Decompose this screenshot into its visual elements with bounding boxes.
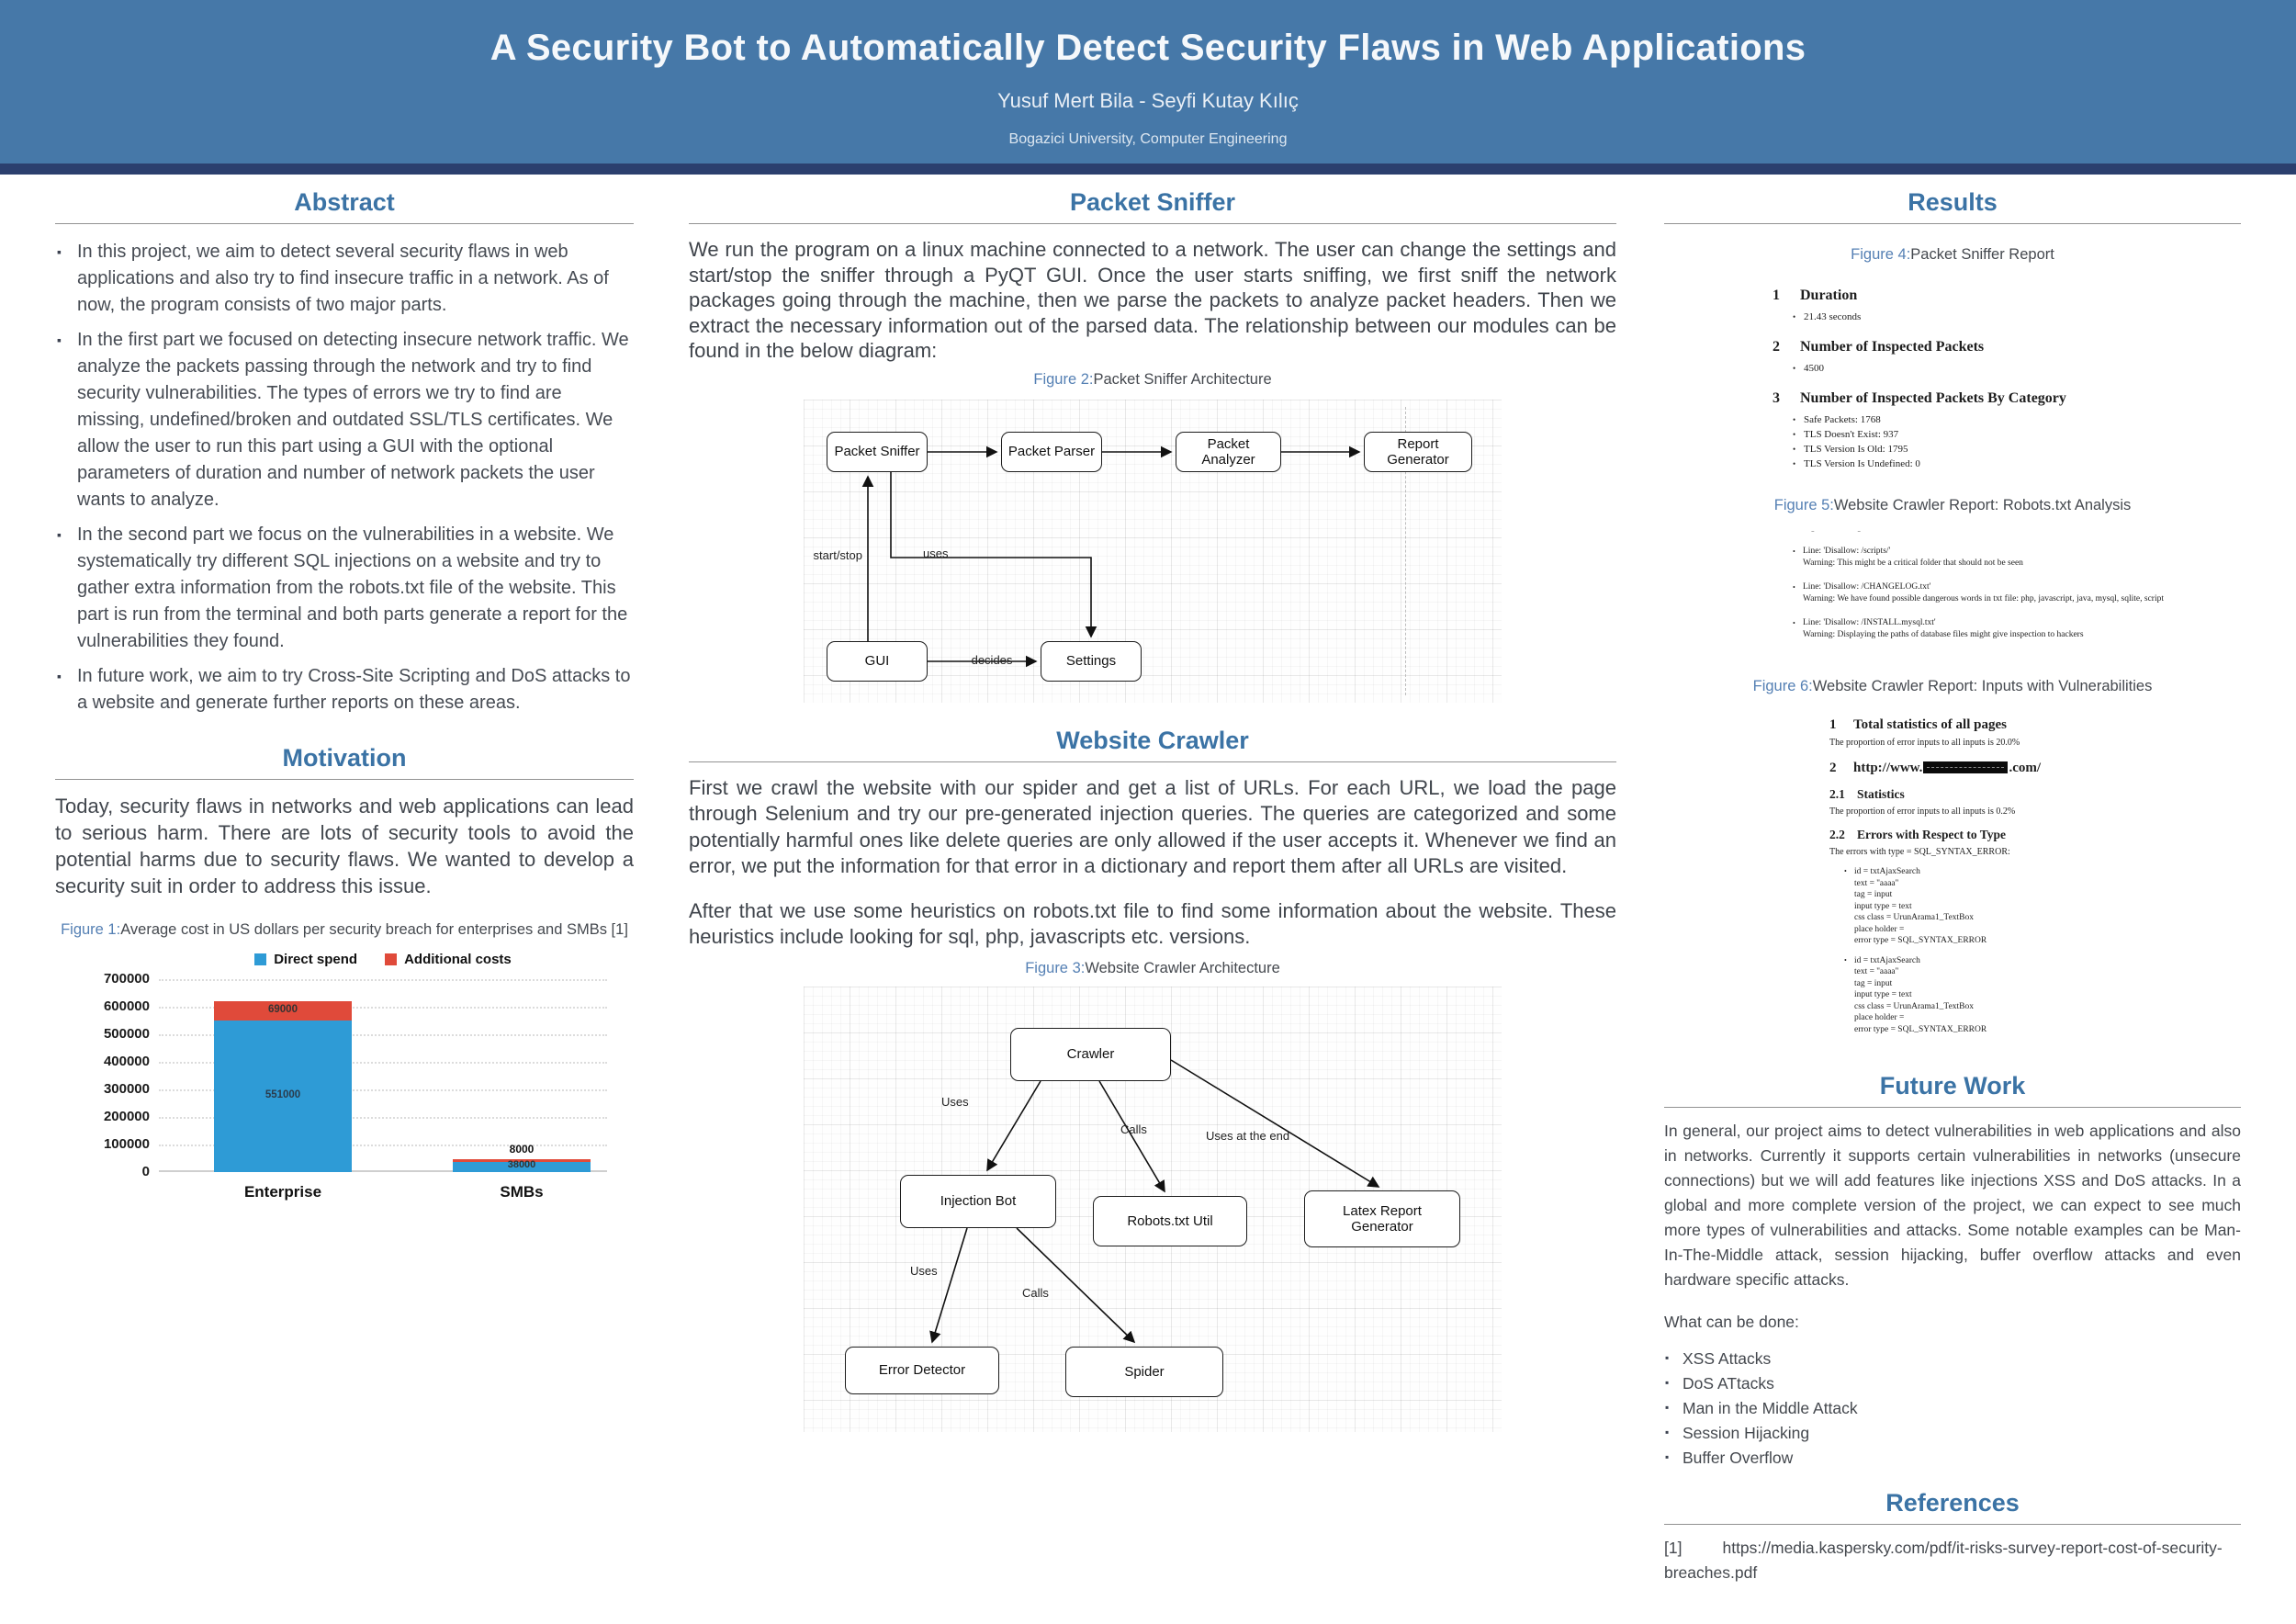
report-item: • TLS Version Is Undefined: 0: [1793, 457, 2241, 471]
error-line: text = ''aaaa'': [1854, 878, 1899, 888]
report-item: • Safe Packets: 1768: [1793, 412, 2241, 427]
report-subsection-number: 2.1: [1829, 787, 1845, 801]
redacted-url-box: [1923, 761, 2008, 773]
report-url-suffix: .com/: [2009, 761, 2042, 775]
node-gui: GUI: [827, 641, 928, 682]
report-section-title: Duration: [1800, 288, 1858, 303]
edge-label-uses-at-the-end: Uses at the end: [1206, 1128, 1290, 1143]
y-tick: 600000: [103, 998, 150, 1014]
report-url-prefix: http://www.: [1853, 761, 1923, 775]
report-item: • TLS Doesn't Exist: 937: [1793, 427, 2241, 442]
report-section-number: 1: [1829, 717, 1837, 732]
future-work-item: ▪ XSS Attacks: [1664, 1347, 2241, 1371]
figure5-caption-label: Figure 5:: [1773, 497, 1834, 513]
edge-label-decides: decides: [971, 652, 1013, 667]
figure6-caption-text: Website Crawler Report: Inputs with Vulnerabilities: [1812, 678, 2153, 694]
chart-plot-area: [159, 979, 607, 1172]
error-line: text = ''aaaa'': [1854, 967, 1899, 976]
error-line: • id = txtAjaxSearch: [1854, 867, 1920, 876]
error-line: place holder =: [1854, 924, 1905, 934]
report-item: • 21.43 seconds: [1793, 310, 2241, 324]
report-section-number: 1: [1773, 288, 1780, 303]
section-title-references: References: [1885, 1489, 2020, 1517]
section-rule: [689, 223, 1616, 224]
edge-label-calls: Calls: [1120, 1122, 1147, 1136]
figure4-caption: [1664, 246, 2241, 264]
section-title-results: Results: [1908, 188, 1998, 216]
node-injection-bot: Injection Bot: [900, 1175, 1056, 1228]
abstract-bullet: ▪ In the second part we focus on the vulnerabilities in a website. We systematically try different SQL injections on a website and try to gather extra information from the robots.txt file of the website. This part is run from the terminal and both parts generate a report for the vulnerabilities they found.: [55, 522, 634, 655]
poster-affiliation: Bogazici University, Computer Engineering: [1008, 131, 1288, 147]
node-error-detector: Error Detector: [845, 1347, 999, 1394]
node-settings: Settings: [1041, 641, 1142, 682]
report-section-title: Number of Inspected Packets By Category: [1800, 390, 2066, 406]
robots-item: [1793, 546, 2241, 570]
abstract-bullet: ▪ In this project, we aim to detect several security flaws in web applications and also try to find insecure traffic in a network. As of now, the program consists of two major parts.: [55, 239, 634, 319]
section-rule: [1664, 1107, 2241, 1108]
node-crawler: Crawler: [1010, 1028, 1171, 1081]
section-rule: [55, 223, 634, 224]
section-rule: [55, 779, 634, 780]
node-latex-report-generator: Latex Report Generator: [1304, 1190, 1460, 1247]
legend-swatch-red: [385, 953, 397, 965]
legend-item-additional-costs: [385, 952, 512, 967]
section-rule: [1664, 223, 2241, 224]
figure4-caption-text: Packet Sniffer Report: [1910, 246, 2054, 263]
report-text: The proportion of error inputs to all inputs is 20.0%: [1829, 738, 2020, 748]
figure6-caption: [1664, 678, 2241, 695]
report-subsection-title: Statistics: [1857, 787, 1905, 801]
error-line: • id = txtAjaxSearch: [1854, 955, 1920, 965]
chart-legend: [159, 952, 607, 967]
figure2-caption-text: Packet Sniffer Architecture: [1093, 370, 1272, 388]
figure3-caption-label: Figure 3:: [1025, 959, 1086, 976]
y-tick: 700000: [103, 971, 150, 987]
packet-sniffer-text: We run the program on a linux machine connected to a network. The user can change the settings and start/stop the sniffer through a PyQT GUI. Once the user starts sniffing, we first sniff the network packages going through the machine, then we parse the packets to analyze packet headers. Then we extract the necessary information out of the parsed data. The relationship between our modules can be found in the below diagram:: [689, 238, 1616, 362]
error-line: input type = text: [1854, 901, 1912, 911]
legend-label: Additional costs: [404, 952, 512, 967]
motivation-text: Today, security flaws in networks and web applications can lead to serious harm. There are lots of security tools to avoid the potential harms due to security flaws. We wanted to develop a security suit in order to address this issue.: [55, 795, 634, 897]
robots-warning: Warning: We have found possible dangerous words in txt file: php, javascript, java, mysql, sqlite, script: [1803, 594, 2164, 603]
legend-item-direct-spend: [254, 952, 357, 967]
figure1-caption-text: Average cost in US dollars per security breach for enterprises and SMBs [1]: [120, 921, 628, 938]
report-text: The errors with type = SQL_SYNTAX_ERROR:: [1829, 847, 2010, 857]
node-spider: Spider: [1065, 1347, 1223, 1397]
report-section: [1773, 390, 2241, 471]
error-line: tag = input: [1854, 890, 1893, 899]
future-work-item: ▪ Session Hijacking: [1664, 1421, 2241, 1446]
report-section: [1773, 288, 2241, 324]
y-tick: 400000: [103, 1054, 150, 1069]
node-report-generator: Report Generator: [1364, 432, 1472, 472]
figure1-caption: [55, 921, 634, 939]
bar-value-label: 69000: [268, 1004, 298, 1015]
header-stripe: [0, 164, 2296, 175]
y-tick: 500000: [103, 1026, 150, 1042]
section-title-abstract: Abstract: [294, 188, 395, 216]
future-work-item: ▪ DoS ATtacks: [1664, 1371, 2241, 1396]
report-item: • TLS Version Is Old: 1795: [1793, 442, 2241, 457]
node-packet-analyzer: Packet Analyzer: [1176, 432, 1281, 472]
report-section: [1773, 339, 2241, 376]
y-tick: 300000: [103, 1081, 150, 1097]
y-tick: 200000: [103, 1109, 150, 1124]
gridline: [159, 979, 607, 981]
section-rule: [1664, 1524, 2241, 1525]
cost-bar-chart: [78, 952, 611, 1220]
y-tick: 100000: [103, 1136, 150, 1152]
node-packet-parser: Packet Parser: [1001, 432, 1102, 472]
website-crawler-architecture-diagram: [804, 987, 1502, 1432]
section-title-future-work: Future Work: [1879, 1072, 2026, 1100]
error-entry: [1844, 866, 2241, 947]
robots-line: • Line: 'Disallow: /scripts/': [1803, 547, 1891, 556]
future-work-list: [1664, 1347, 2241, 1471]
figure1-caption-label: Figure 1:: [61, 921, 121, 938]
future-work-text: In general, our project aims to detect vulnerabilities in web applications and also in networks. Currently it supports certain vulnerabilities in networks (unsecure connections) but we will add features like injections XSS and DoS attacks. In a global and more complete version of the project, we can expect to see much more types of vulnerabilities and attacks. Some notable examples can be Man-In-The-Middle attack, session hijacking, buffer overflow attacks and even hardware specific attacks.: [1664, 1122, 2241, 1289]
future-work-item: ▪ Man in the Middle Attack: [1664, 1396, 2241, 1421]
error-line: place holder =: [1854, 1013, 1905, 1022]
poster-title: A Security Bot to Automatically Detect Security Flaws in Web Applications: [490, 28, 1806, 68]
y-tick: 0: [141, 1164, 150, 1179]
report-item: • 4500: [1793, 361, 2241, 376]
x-category-label: Enterprise: [243, 1183, 322, 1201]
robots-warning: Warning: This might be a critical folder that should not be seen: [1803, 558, 2023, 568]
report-text: The proportion of error inputs to all inputs is 0.2%: [1829, 806, 2016, 817]
error-entry: [1844, 955, 2241, 1036]
node-packet-sniffer: Packet Sniffer: [827, 432, 928, 472]
bar-value-label: 8000: [509, 1143, 535, 1156]
section-title-packet-sniffer: Packet Sniffer: [1069, 188, 1236, 216]
packet-sniffer-architecture-diagram: [804, 400, 1502, 703]
robots-line: • Line: 'Disallow: /INSTALL.mysql.txt': [1803, 618, 1936, 627]
report-section-number: 2: [1829, 761, 1837, 775]
reference-number: [1]: [1664, 1539, 1683, 1557]
legend-label: Direct spend: [274, 952, 358, 967]
robots-warning: Warning: Displaying the paths of database files might give inspection to hackers: [1803, 630, 2084, 639]
report-section-number: 2: [1773, 339, 1780, 355]
section-title-motivation: Motivation: [282, 744, 407, 772]
abstract-bullet: ▪ In the first part we focused on detecting insecure network traffic. We analyze the packets passing through the network and try to find security vulnerabilities. The types of errors we try to find are missing, undefined/broken and outdated SSL/TLS certificates. We allow the user to run this part using a GUI with the optional parameters of duration and number of network packets the user wants to analyze.: [55, 327, 634, 513]
redaction-dashes: [1927, 767, 2004, 768]
figure2-caption: [689, 371, 1616, 389]
section-title-website-crawler: Website Crawler: [1056, 726, 1249, 754]
website-crawler-p1: First we crawl the website with our spider and get a list of URLs. For each URL, we load the page through Selenium and try our pre-generated injection queries. The queries are categorized and some potentially harmful ones like delete queries are only allowed if the user accepts it. Whenever we find an error, we put the information for that error in a dictionary and report them after all URLs are visited.: [689, 775, 1616, 877]
figure6-caption-label: Figure 6:: [1752, 678, 1813, 694]
error-line: css class = UrunArama1_TextBox: [1854, 913, 1975, 922]
edge-label-uses: Uses: [941, 1094, 969, 1109]
future-work-item: ▪ Buffer Overflow: [1664, 1446, 2241, 1471]
edge-label-calls: Calls: [1022, 1285, 1049, 1300]
figure2-caption-label: Figure 2:: [1033, 370, 1094, 388]
figure4-caption-label: Figure 4:: [1851, 246, 1911, 263]
figure3-caption-text: Website Crawler Architecture: [1085, 959, 1280, 976]
robots-item: [1793, 617, 2241, 641]
error-line: error type = SQL_SYNTAX_ERROR: [1854, 1024, 1987, 1034]
figure5-caption-text: Website Crawler Report: Robots.txt Analysis: [1833, 497, 2132, 513]
error-line: input type = text: [1854, 990, 1912, 999]
inputs-vulnerabilities-report: [1664, 717, 2241, 1035]
bar-value-label: 38000: [507, 1159, 536, 1170]
report-section-number: 3: [1773, 390, 1780, 406]
edge-label-start-stop: start/stop: [813, 547, 862, 562]
column-right: [1664, 188, 2241, 1585]
error-line: tag = input: [1854, 978, 1893, 988]
robots-line: • Line: 'Disallow: /CHANGELOG.txt': [1803, 582, 1931, 592]
reference-entry: [1664, 1536, 2241, 1585]
website-crawler-p2: After that we use some heuristics on robots.txt file to find some information about the website. These heuristics include looking for sql, php, javascripts etc. versions.: [689, 898, 1616, 948]
report-section-title: Number of Inspected Packets: [1800, 339, 1985, 355]
report-subsection-title: Errors with Respect to Type: [1857, 828, 2006, 841]
node-robots-util: Robots.txt Util: [1093, 1196, 1247, 1246]
section-rule: [689, 761, 1616, 762]
figure5-caption: [1664, 497, 2241, 514]
robots-item: [1793, 581, 2241, 605]
figure3-caption: [689, 960, 1616, 977]
poster-authors: Yusuf Mert Bila - Seyfi Kutay Kılıç: [997, 89, 1299, 112]
error-line: error type = SQL_SYNTAX_ERROR: [1854, 936, 1987, 945]
report-subsection-number: 2.2: [1829, 828, 1845, 841]
future-work-subtitle: What can be done:: [1664, 1313, 1799, 1331]
column-left: [55, 188, 634, 1220]
abstract-bullet: ▪ In future work, we aim to try Cross-Site Scripting and DoS attacks to a website and generate further reports on these areas.: [55, 663, 634, 716]
x-category-label: SMBs: [500, 1183, 544, 1201]
edge-label-uses: Uses: [910, 1263, 938, 1278]
reference-url: https://media.kaspersky.com/pdf/it-risks-survey-report-cost-of-security-breaches.pdf: [1664, 1539, 2223, 1582]
bar-value-label: 551000: [264, 1089, 301, 1100]
report-crop-marks: - -: [1811, 525, 1882, 536]
column-middle: [689, 188, 1616, 1432]
legend-swatch-blue: [254, 953, 266, 965]
report-section-title: Total statistics of all pages: [1853, 717, 2007, 732]
packet-sniffer-report: [1664, 288, 2241, 471]
robots-txt-analysis-report: [1664, 525, 2241, 641]
error-line: css class = UrunArama1_TextBox: [1854, 1001, 1975, 1011]
abstract-bullet-list: [55, 239, 634, 716]
edge-label-uses: uses: [923, 546, 949, 560]
header-banner: [0, 0, 2296, 164]
